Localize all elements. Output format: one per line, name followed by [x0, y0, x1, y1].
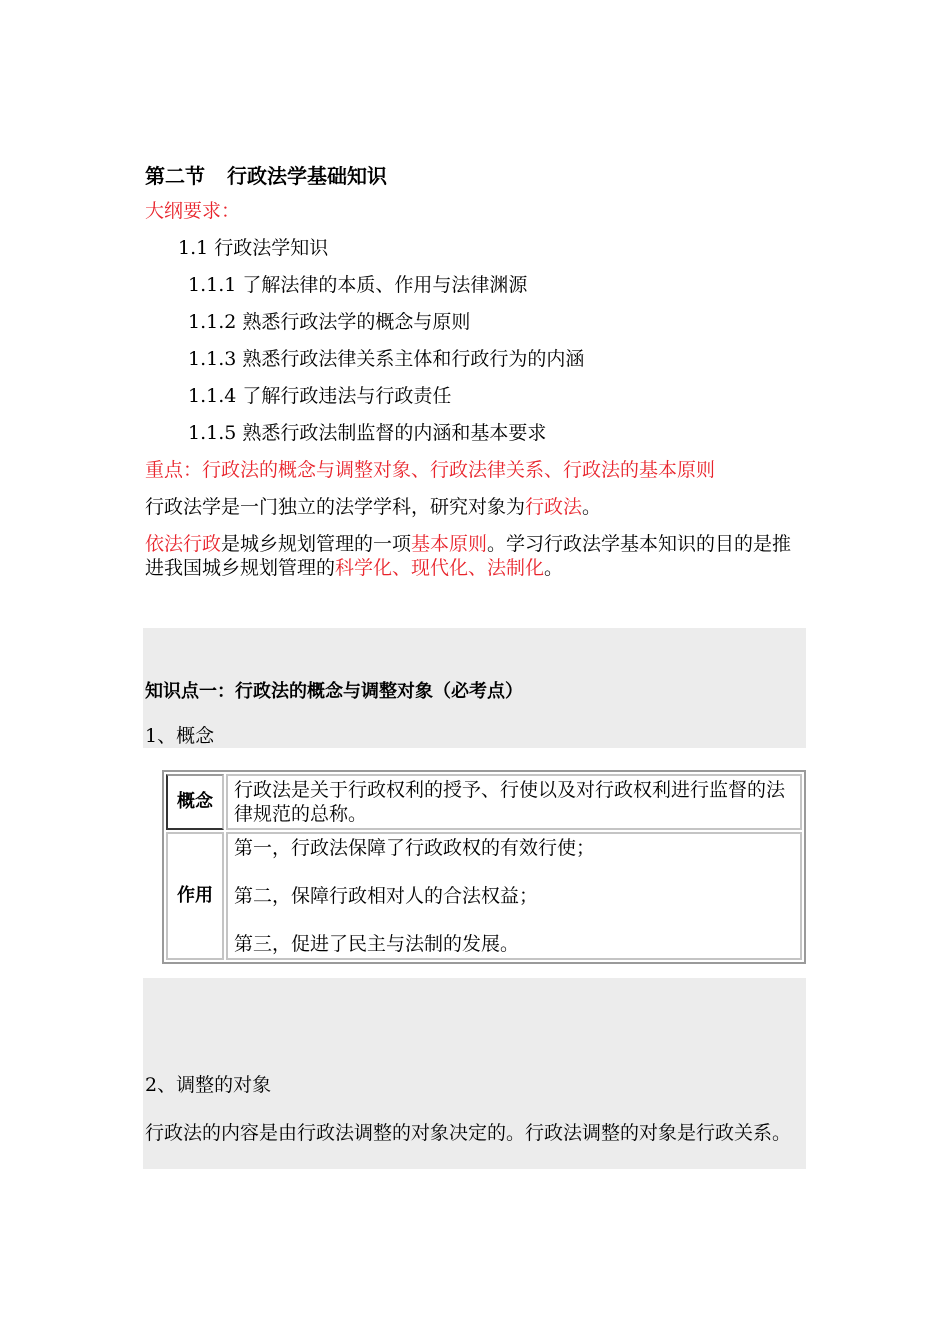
object-paragraph: 行政法的内容是由行政法调整的对象决定的。行政法调整的对象是行政关系。: [145, 1122, 792, 1144]
intro-highlight: 行政法: [525, 496, 583, 518]
table-row: [166, 832, 802, 960]
role-item: 第三，促进了民主与法制的发展。: [234, 933, 520, 955]
outline-main: 1.1 行政法学知识: [178, 237, 329, 259]
section-title: [145, 160, 387, 189]
knowledge-point-title: 知识点一：行政法的概念与调整对象（必考点）: [145, 681, 523, 702]
subsection-concept: 1、概念: [145, 725, 215, 747]
outline-item: 1.1.3 熟悉行政法律关系主体和行政行为的内涵: [188, 348, 585, 370]
principle-highlight-2: 基本原则: [411, 533, 488, 555]
role-item: 第一，行政法保障了行政政权的有效行使；: [234, 837, 596, 859]
outline-item: 1.1.2 熟悉行政法学的概念与原则: [188, 311, 471, 333]
definition-table: [162, 770, 806, 964]
principle-highlight-1: 依法行政: [145, 533, 222, 555]
concept-text: 行政法是关于行政权利的授予、行使以及对行政权利进行监督的法律规范的总称。: [226, 774, 802, 830]
outline-item: 1.1.4 了解行政违法与行政责任: [188, 385, 452, 407]
principle-text-3: 。: [544, 557, 564, 579]
intro-text: 行政法学是一门独立的法学学科，研究对象为: [145, 496, 526, 518]
key-points: 重点：行政法的概念与调整对象、行政法律关系、行政法的基本原则: [145, 459, 716, 481]
principle-paragraph: [145, 532, 810, 580]
principle-highlight-3: 科学化、现代化、法制化: [335, 557, 545, 579]
section-number: 第二节: [145, 164, 205, 188]
intro-paragraph: [145, 495, 601, 519]
concept-header: 概念: [166, 774, 224, 830]
outline-item: 1.1.1 了解法律的本质、作用与法律渊源: [188, 274, 528, 296]
section-name: 行政法学基础知识: [227, 164, 387, 188]
subsection-object: 2、调整的对象: [145, 1074, 272, 1096]
outline-item: 1.1.5 熟悉行政法制监督的内涵和基本要求: [188, 422, 547, 444]
role-item: 第二，保障行政相对人的合法权益；: [234, 885, 539, 907]
role-cell: [226, 832, 802, 960]
table-row: [166, 774, 802, 830]
intro-end: 。: [582, 496, 602, 518]
outline-label: 大纲要求：: [145, 200, 241, 222]
role-header: 作用: [166, 832, 224, 960]
principle-text-2: 。学习行政法学基本知识的目的是推进我国城乡规划管理的: [145, 533, 792, 579]
principle-text-1: 是城乡规划管理的一项: [221, 533, 412, 555]
